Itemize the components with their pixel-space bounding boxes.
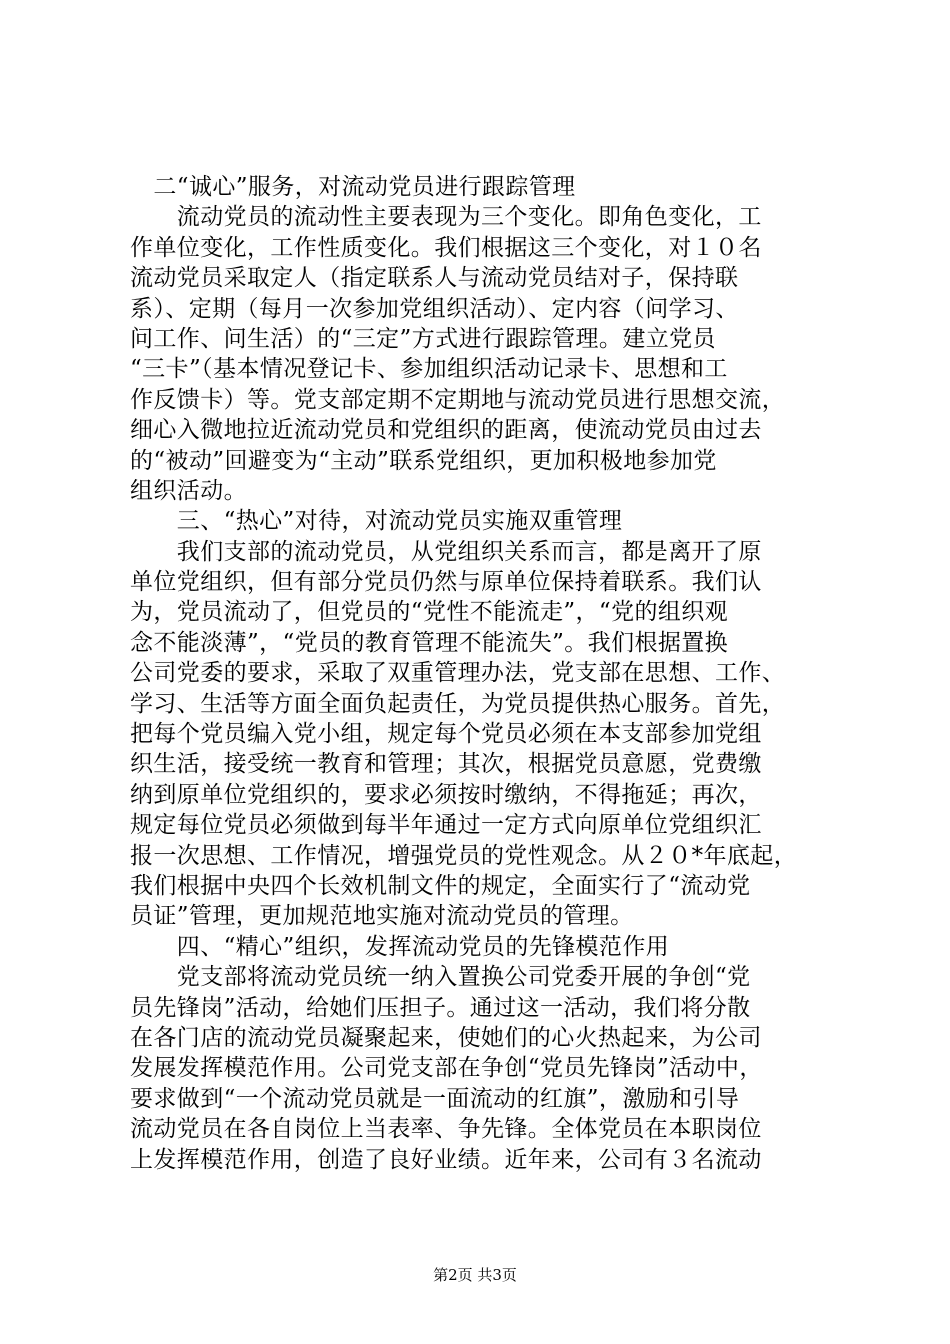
- text-line: 我们根据中央四个长效机制文件的规定，全面实行了“流动党: [130, 872, 751, 899]
- text-line: 作单位变化，工作性质变化。我们根据这三个变化，对１０名: [130, 234, 762, 261]
- text-line: 纳到原单位党组织的，要求必须按时缴纳，不得拖延；再次，: [130, 781, 762, 808]
- text-line: 规定每位党员必须做到每半年通过一定方式向原单位党组织汇: [130, 812, 762, 839]
- text-line: 二“诚心”服务，对流动党员进行跟踪管理: [130, 174, 576, 200]
- section-heading: 四、“精心”组织，发挥流动党员的先锋模范作用: [130, 933, 670, 960]
- text-line: 系）、定期（每月一次参加党组织活动）、定内容（问学习、: [130, 295, 739, 322]
- text-line: 单位党组织，但有部分党员仍然与原单位保持着联系。我们认: [130, 569, 762, 596]
- text-line: 党支部将流动党员统一纳入置换公司党委开展的争创“党: [130, 964, 751, 991]
- text-line: 作反馈卡）等。党支部定期不定期地与流动党员进行思想交流，: [130, 386, 786, 413]
- text-line: 为，党员流动了，但党员的“党性不能流走”，“党的组织观: [130, 599, 729, 626]
- text-line: 细心入微地拉近流动党员和党组织的距离，使流动党员由过去: [130, 417, 762, 444]
- text-line: “三卡”（基本情况登记卡、参加组织活动记录卡、思想和工: [130, 356, 728, 383]
- page-number-label: 第2页 共3页: [433, 1266, 517, 1284]
- text-line: 流动党员采取定人（指定联系人与流动党员结对子，保持联: [130, 265, 739, 292]
- text-line: 上发挥模范作用，创造了良好业绩。近年来，公司有３名流动: [130, 1146, 762, 1173]
- text-line: 的“被动”回避变为“主动”联系党组织，更加积极地参加党: [130, 447, 717, 474]
- text-line: 在各门店的流动党员凝聚起来，使她们的心火热起来，为公司: [130, 1024, 762, 1051]
- text-line: 把每个党员编入党小组，规定每个党员必须在本支部参加党组: [130, 721, 762, 748]
- text-line: 员证”管理，更加规范地实施对流动党员的管理。: [130, 903, 634, 930]
- text-line: 公司党委的要求，采取了双重管理办法，党支部在思想、工作、: [130, 660, 786, 687]
- body-text: [130, 172, 830, 1175]
- text-line: 我们支部的流动党员，从党组织关系而言，都是离开了原: [130, 538, 762, 565]
- text-line: 组织活动。: [130, 477, 247, 504]
- text-line: 流动党员在各自岗位上当表率、争先锋。全体党员在本职岗位: [130, 1116, 762, 1143]
- text-line: 要求做到“一个流动党员就是一面流动的红旗”，激励和引导: [130, 1085, 740, 1112]
- page-footer: [0, 1265, 950, 1285]
- text-line: 报一次思想、工作情况，增强党员的党性观念。从２０*年底起，: [130, 842, 798, 869]
- text-line: 员先锋岗”活动，给她们压担子。通过这一活动，我们将分散: [130, 994, 751, 1021]
- text-line: 念不能淡薄”，“党员的教育管理不能流失”。我们根据置换: [130, 629, 729, 656]
- text-line: 流动党员的流动性主要表现为三个变化。即角色变化，工: [130, 204, 762, 231]
- text-line: 问工作、问生活）的“三定”方式进行跟踪管理。建立党员: [130, 325, 716, 352]
- text-line: 发展发挥模范作用。公司党支部在争创“党员先锋岗”活动中，: [130, 1055, 763, 1082]
- text-line: 学习、生活等方面全面负起责任，为党员提供热心服务。首先，: [130, 690, 786, 717]
- section-heading: 三、“热心”对待，对流动党员实施双重管理: [130, 508, 623, 535]
- text-line: 织生活，接受统一教育和管理；其次，根据党员意愿，党费缴: [130, 751, 762, 778]
